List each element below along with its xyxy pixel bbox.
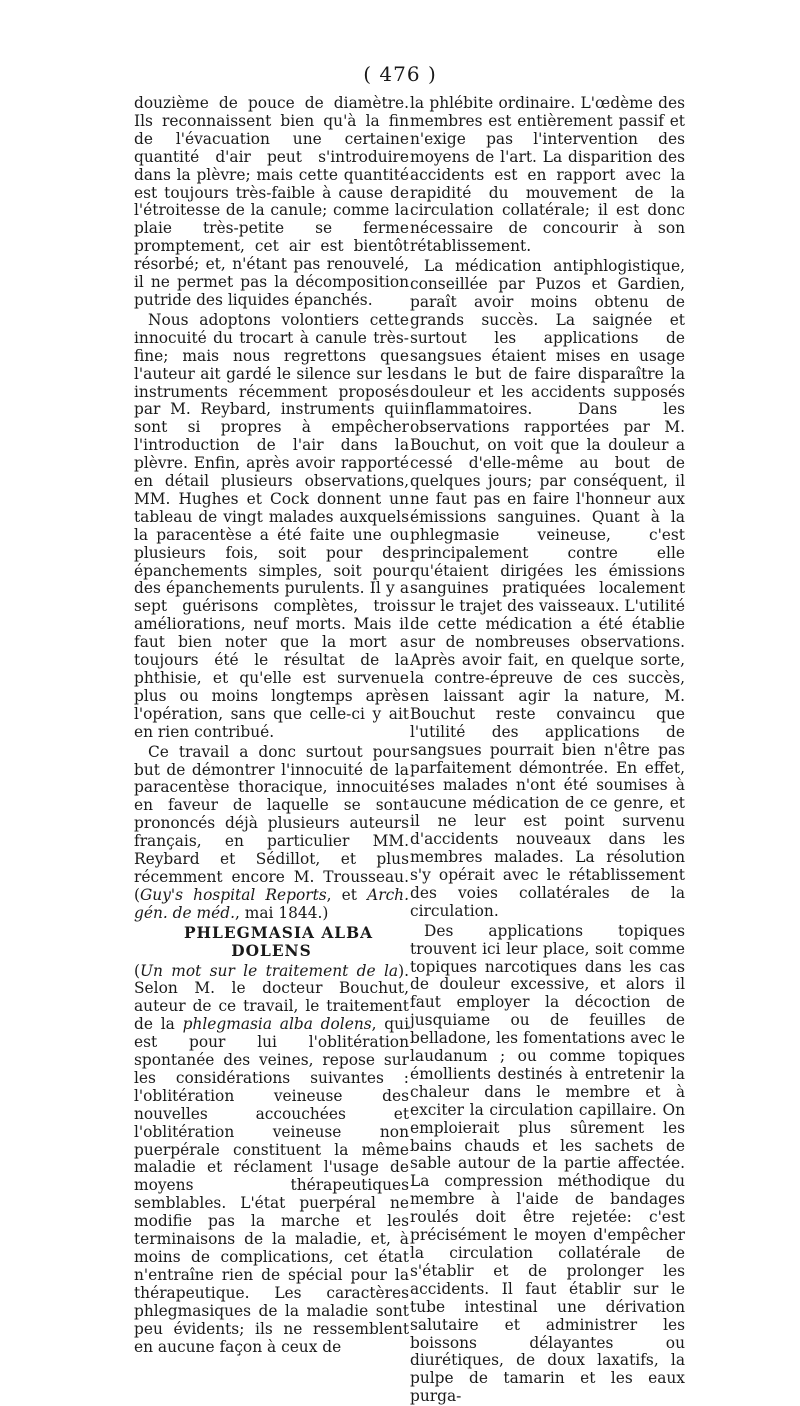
page-number: ( 476 ) xyxy=(363,62,437,86)
paragraph: La médication antiphlogistique, conseillée par Puzos et Gardien, paraît avoir moins obtenu de grands succès. La saignée et surtout les applications de sangsues étaient mises en usage dans le but de faire disparaître la douleur et les accidents supposés inflammatoires. Dans les observations rapportées par M. Bouchut, on voit que la douleur a cessé d'elle-même au bout de quelques jours; par conséquent, il ne faut pas en faire l'honneur aux émissions sanguines. Quant à la phlegmasie veineuse, c'est principalement contre elle qu'étaient dirigées les émissions sanguines pratiquées localement sur le trajet des vaisseaux. L'utilité de cette médication a été établie sur de nombreuses observations. Après avoir fait, en quelque sorte, la contre-épreuve de ces succès, en laissant agir la nature, M. Bouchut reste convaincu que l'utilité des applications de sangsues pourrait bien n'être pas parfaitement démontrée. En effet, ses malades n'ont été soumises à aucune médication de ce genre, et il ne leur est point survenu d'accidents nouveaux dans les membres malades. La résolution s'y opérait avec le rétablissement des voies collatérales de la circulation. xyxy=(410,257,685,920)
journal-reference: Arch. gén. de méd. xyxy=(134,885,409,922)
section-paragraph xyxy=(134,963,409,1357)
paragraph-text: , et xyxy=(326,885,368,904)
left-column xyxy=(134,95,409,1356)
paragraph-text: Selon M. le docteur Bouchut, auteur de ce travail, le traitement de la xyxy=(134,979,409,1034)
paragraph-text: , qui est pour lui l'oblitération spontanée des veines, repose sur les considérations suivantes : l'oblitération veineuse des nouvelles accouchées et l'oblitération veineuse non puerpérale constituent la même maladie et réclament l'usage de moyens thérapeutiques semblables. L'état puerpéral ne modifie pas la marche et les terminaisons de la maladie, et, à moins de complications, cet état n'entraîne rien de spécial pour la thérapeutique. Les caractères phlegmasiques de la maladie sont peu évidents; ils ne ressemblent en aucune façon à ceux de xyxy=(134,1015,409,1356)
right-column xyxy=(410,95,685,1406)
paragraph: Des applications topiques trouvent ici leur place, soit comme topiques narcotiques dans les cas de douleur excessive, et alors il faut employer la décoction de jusquiame ou de feuilles de belladone, les fomentations avec le laudanum ; ou comme topiques émollients destinés à entretenir la chaleur dans le membre et à exciter la circulation capillaire. On emploierait plus sûrement les bains chauds et les sachets de sable autour de la partie affectée. La compression méthodique du membre à l'aide de bandages roulés doit être rejetée: c'est précisément le moyen d'empêcher la circulation collatérale de s'établir et de prolonger les accidents. Il faut établir sur le tube intestinal une dérivation salutaire et administrer les boissons délayantes ou diurétiques, de doux laxatifs, la pulpe de tamarin et les eaux purga- xyxy=(410,921,685,1406)
paragraph: douzième de pouce de diamètre. Ils reconnaissent bien qu'à la fin de l'évacuation une certaine quantité d'air peut s'introduire dans la plèvre; mais cette quantité est toujours très-faible à cause de l'étroitesse de la canule; comme la plaie très-petite se ferme promptement, cet air est bientôt résorbé; et, n'étant pas renouvelé, il ne permet pas la décomposition putride des liquides épanchés. xyxy=(134,94,409,309)
paren: ( xyxy=(134,961,141,980)
section-subheading: Un mot sur le traitement de la xyxy=(140,961,399,980)
paragraph: la phlébite ordinaire. L'œdème des membres est entièrement passif et n'exige pas l'intervention des moyens de l'art. La disparition des accidents est en rapport avec la rapidité du mouvement de la circulation collatérale; il est donc nécessaire de concourir à son rétablissement. xyxy=(410,94,685,256)
paren: ). xyxy=(398,961,409,980)
section-heading: PHLEGMASIA ALBA DOLENS xyxy=(183,923,374,960)
journal-reference: Guy's hospital Reports xyxy=(140,885,327,904)
medical-term: phlegmasia alba dolens xyxy=(182,1015,372,1034)
paragraph-text: Ce travail a donc surtout pour but de démontrer l'innocuité de la paracentèse thoracique, innocuité en faveur de laquelle se sont prononcés déjà plusieurs auteurs français, en particulier MM. Reybard et Sédillot, et plus récemment encore M. Trousseau. ( xyxy=(134,742,409,904)
paragraph-with-references xyxy=(134,744,409,923)
paragraph: Nous adoptons volontiers cette innocuité du trocart à canule très-fine; mais nous regrettons que l'auteur ait gardé le silence sur les instruments récemment proposés par M. Reybard, instruments qui sont si propres à empêcher l'introduction de l'air dans la plèvre. Enfin, après avoir rapporté en détail plusieurs observations, MM. Hughes et Cock donnent un tableau de vingt malades auxquels la paracentèse a été faite une ou plusieurs fois, soit pour des épanchements simples, soit pour des épanchements purulents. Il y a sept guérisons complètes, trois améliorations, neuf morts. Mais il faut bien noter que la mort a toujours été le résultat de la phthisie, et qu'elle est survenue plus ou moins longtemps après l'opération, sans que celle-ci y ait en rien contribué. xyxy=(134,310,409,741)
paragraph-text: , mai 1844.) xyxy=(234,903,329,922)
